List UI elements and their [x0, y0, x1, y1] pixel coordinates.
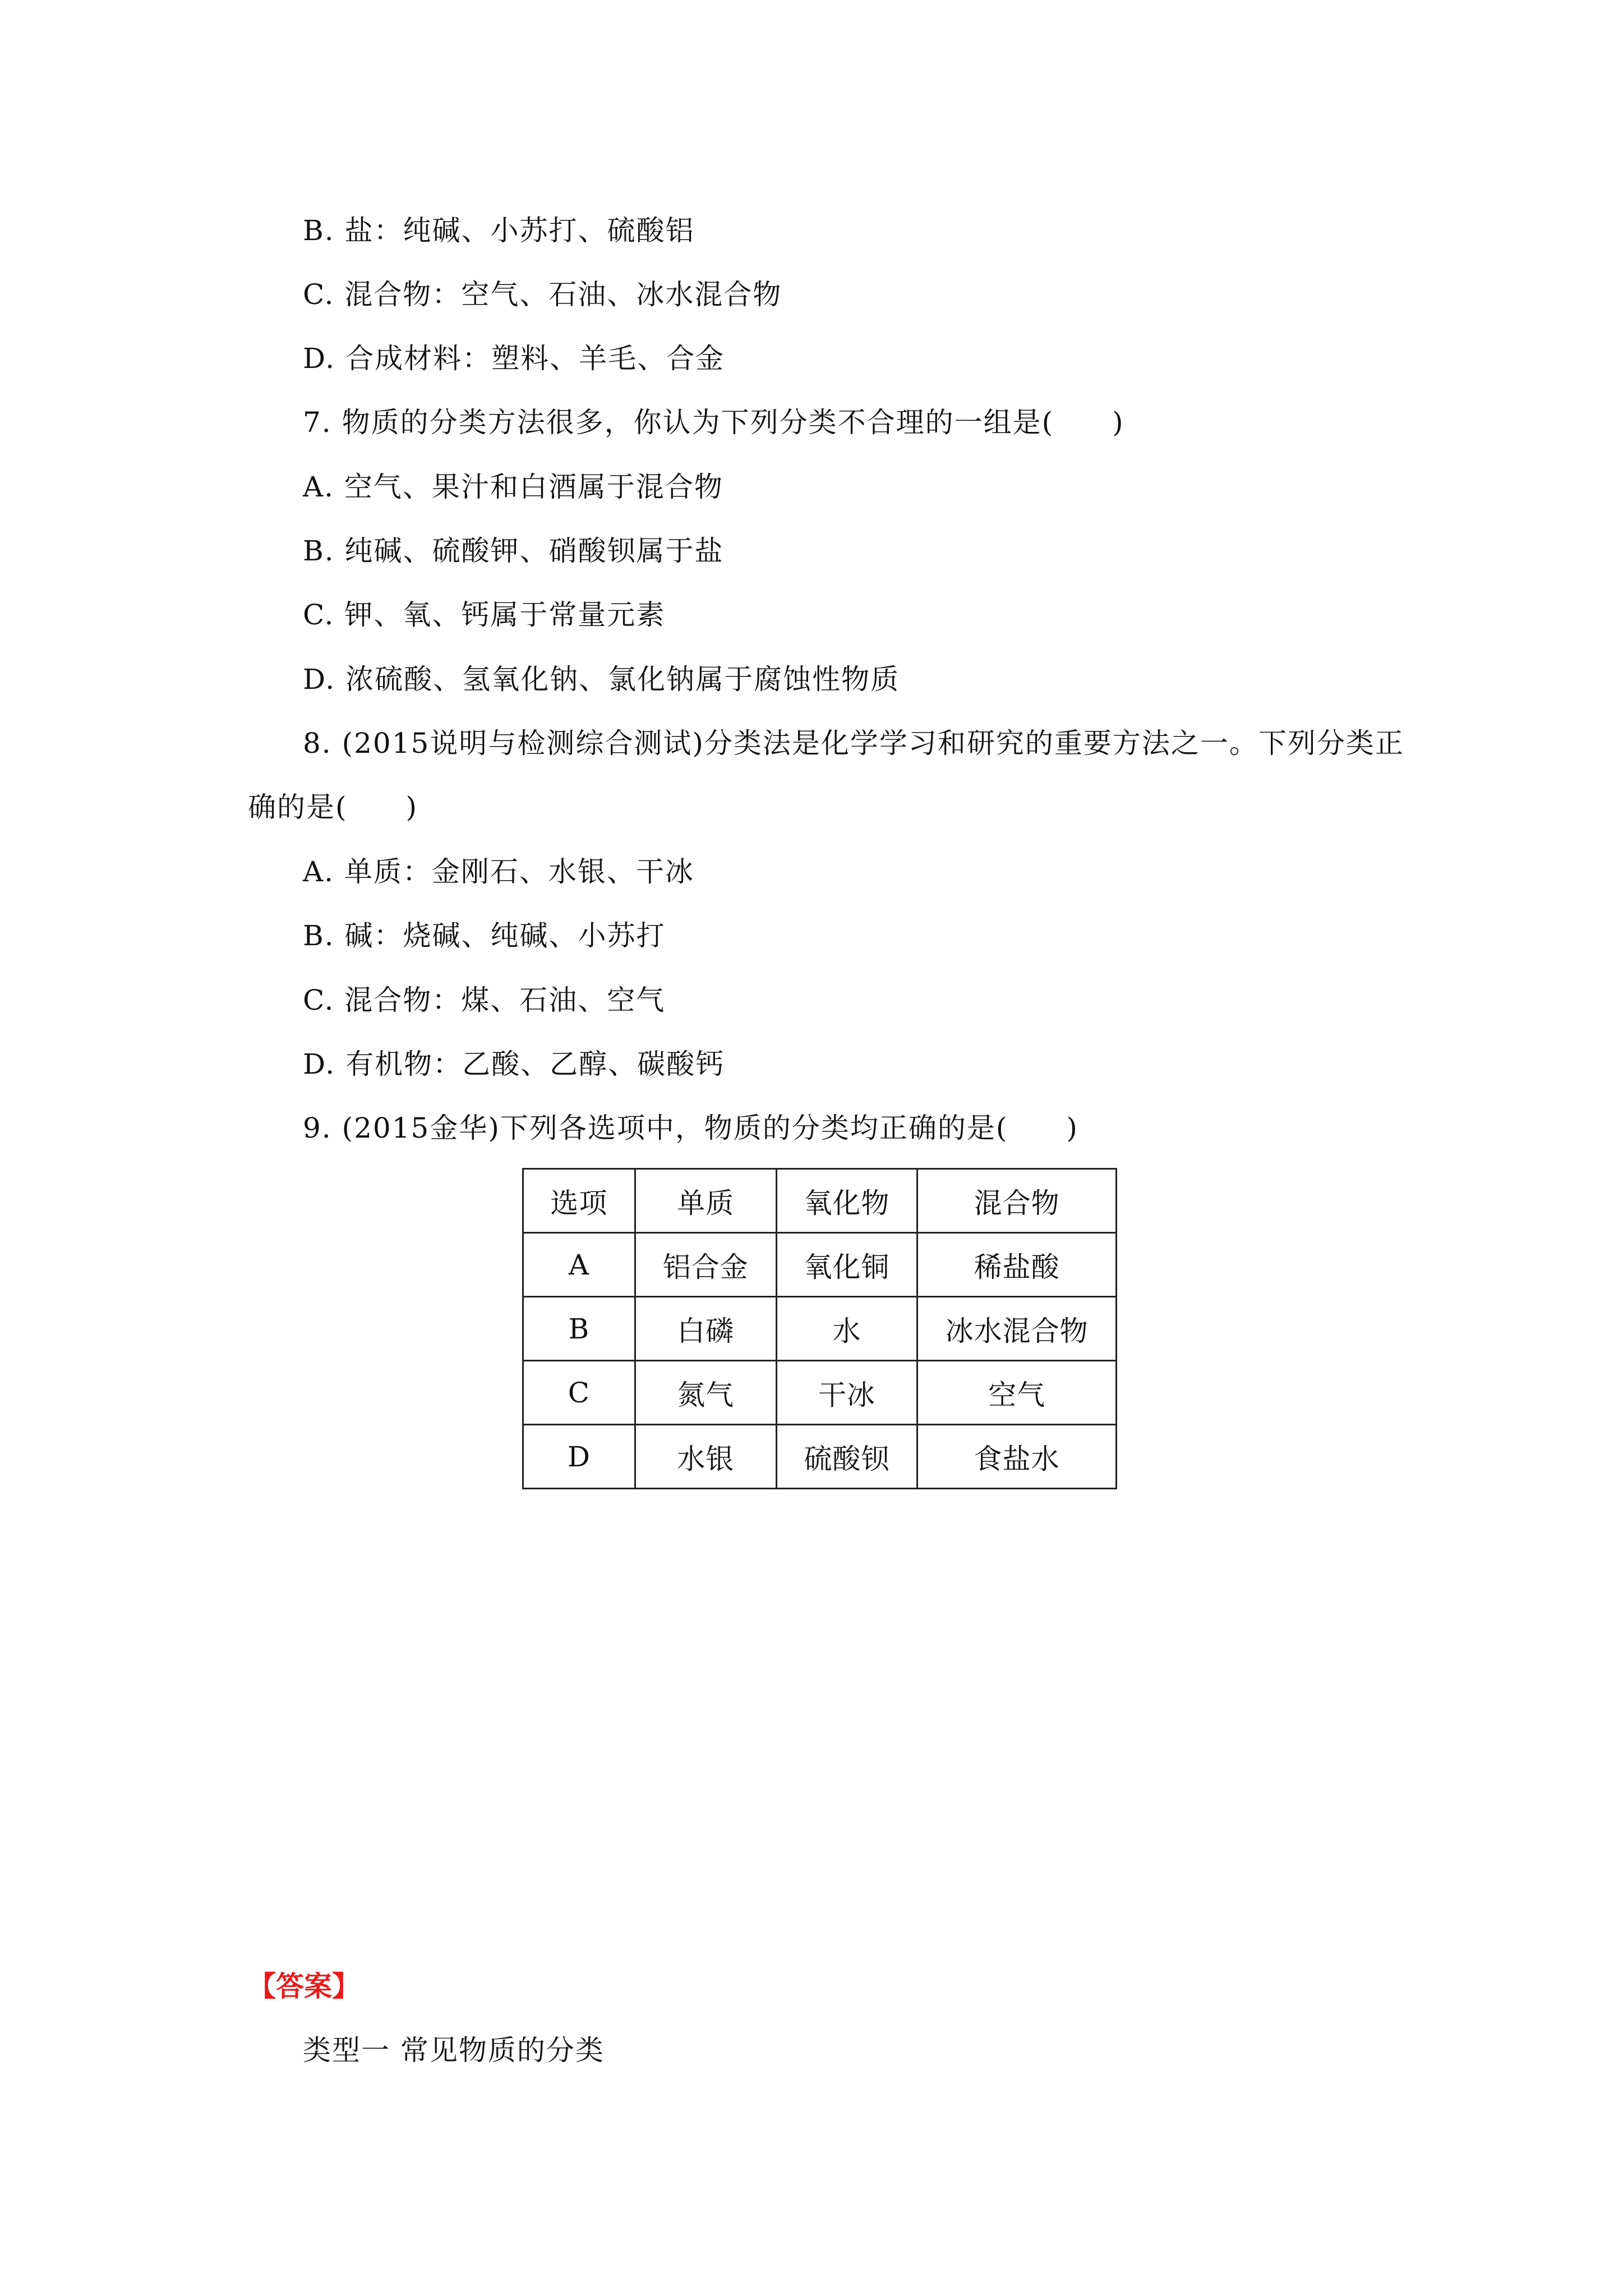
- table-header-cell: 选项: [523, 1169, 635, 1233]
- table-cell: 稀盐酸: [917, 1233, 1117, 1297]
- table-header-cell: 单质: [635, 1169, 776, 1233]
- table-cell: 铝合金: [635, 1233, 776, 1297]
- table-header-row: [523, 1169, 1117, 1233]
- q7-option-b: B. 纯碱、硫酸钾、硝酸钡属于盐: [303, 535, 724, 567]
- q8-option-a: A. 单质：金刚石、水银、干冰: [303, 855, 694, 888]
- q7-option-a: A. 空气、果汁和白酒属于混合物: [303, 471, 723, 503]
- table-row: [523, 1297, 1117, 1361]
- table-header-cell: 氧化物: [776, 1169, 917, 1233]
- table-cell: 干冰: [776, 1361, 917, 1425]
- answer-heading: [248, 1968, 360, 2005]
- table-cell: C: [523, 1361, 635, 1425]
- table-cell: B: [523, 1297, 635, 1361]
- table-cell: 空气: [917, 1361, 1117, 1425]
- answer-heading-label: 【答案】: [248, 1970, 360, 2003]
- answer-section-title: 类型一 常见物质的分类: [303, 2034, 605, 2067]
- q7-stem: 7. 物质的分类方法很多，你认为下列分类不合理的一组是( ): [303, 406, 1124, 439]
- q6-option-b: B. 盐：纯碱、小苏打、硫酸铝: [303, 214, 695, 247]
- q8-option-d: D. 有机物：乙酸、乙醇、碳酸钙: [303, 1048, 725, 1080]
- table-cell: D: [523, 1425, 635, 1489]
- table-header-cell: 混合物: [917, 1169, 1117, 1233]
- q7-option-c: C. 钾、氧、钙属于常量元素: [303, 599, 666, 631]
- q6-option-c: C. 混合物：空气、石油、冰水混合物: [303, 278, 782, 311]
- table-cell: 硫酸钡: [776, 1425, 917, 1489]
- q8-stem-line2: 确的是( ): [248, 791, 418, 823]
- q9-stem: 9. (2015金华)下列各选项中，物质的分类均正确的是( ): [303, 1112, 1078, 1144]
- table-cell: 氮气: [635, 1361, 776, 1425]
- table-row: [523, 1425, 1117, 1489]
- q8-stem-line1: 8. (2015说明与检测综合测试)分类法是化学学习和研究的重要方法之一。下列分类正: [303, 727, 1404, 760]
- table-row: [523, 1361, 1117, 1425]
- table-row: [523, 1233, 1117, 1297]
- table-cell: 冰水混合物: [917, 1297, 1117, 1361]
- table-cell: 食盐水: [917, 1425, 1117, 1489]
- table-cell: 氧化铜: [776, 1233, 917, 1297]
- q6-option-d: D. 合成材料：塑料、羊毛、合金: [303, 342, 725, 375]
- q9-classification-table: [522, 1168, 1117, 1489]
- table-cell: 水银: [635, 1425, 776, 1489]
- q7-option-d: D. 浓硫酸、氢氧化钠、氯化钠属于腐蚀性物质: [303, 663, 900, 696]
- q8-option-b: B. 碱：烧碱、纯碱、小苏打: [303, 919, 666, 952]
- table-cell: 水: [776, 1297, 917, 1361]
- table-cell: 白磷: [635, 1297, 776, 1361]
- q8-option-c: C. 混合物：煤、石油、空气: [303, 984, 666, 1016]
- table-cell: A: [523, 1233, 635, 1297]
